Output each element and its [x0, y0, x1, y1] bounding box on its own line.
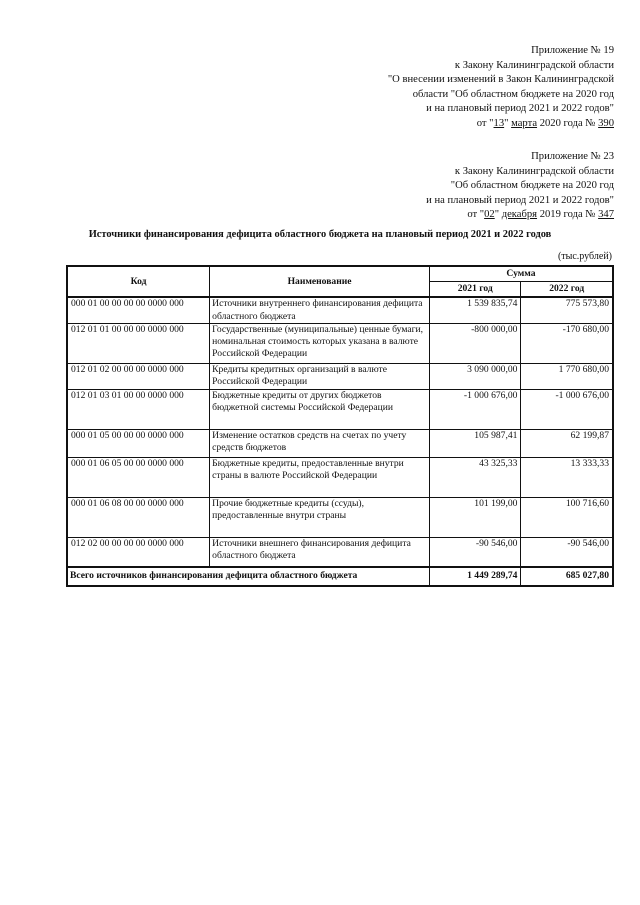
appendix-19-date-line [388, 117, 614, 132]
table-row [67, 323, 613, 363]
row-name: Государственные (муниципальные) ценные бумаги, номинальная стоимость которых указана в валюте Российской Федерации [210, 323, 430, 363]
row-value-2021: -90 546,00 [429, 537, 520, 567]
header-sum: Сумма [429, 266, 613, 282]
row-code: 012 01 01 00 00 00 0000 000 [67, 323, 210, 363]
row-code: 000 01 05 00 00 00 0000 000 [67, 429, 210, 457]
row-value-2022: -170 680,00 [521, 323, 613, 363]
appendix-23-month: декабря [501, 209, 538, 221]
row-name: Бюджетные кредиты от других бюджетов бюджетной системы Российской Федерации [210, 389, 430, 429]
row-name: Прочие бюджетные кредиты (ссуды), предоставленные внутри страны [210, 497, 430, 537]
header-2021: 2021 год [429, 282, 520, 298]
appendix-19-law-title-3: и на плановый период 2021 и 2022 годов" [426, 103, 614, 115]
appendix-23-law-number: 347 [598, 209, 614, 221]
document-title: Источники финансирования дефицита областного бюджета на плановый период 2021 и 2022 годов [88, 229, 552, 240]
date-year: 2019 года № [537, 209, 599, 221]
header-2022: 2022 год [521, 282, 613, 298]
row-value-2022: 100 716,60 [521, 497, 613, 537]
units-label: (тыс.рублей) [557, 251, 612, 262]
row-value-2022: -90 546,00 [521, 537, 613, 567]
appendix-23-law-title-2: и на плановый период 2021 и 2022 годов" [426, 194, 614, 206]
row-value-2021: 43 325,33 [429, 457, 520, 497]
appendix-19-day: 13 [493, 117, 505, 129]
table-row [67, 363, 613, 389]
appendix-23-day: 02 [484, 209, 495, 221]
row-value-2022: 775 573,80 [521, 297, 613, 323]
appendix-19-number: Приложение № 19 [531, 45, 614, 56]
row-name: Кредиты кредитных организаций в валюте Российской Федерации [210, 363, 430, 389]
date-prefix: от " [467, 209, 485, 221]
table-row [67, 429, 613, 457]
appendix-23-block [426, 150, 614, 223]
date-mid: " [504, 117, 512, 129]
row-value-2021: -1 000 676,00 [429, 389, 520, 429]
date-prefix: от " [476, 117, 494, 129]
row-code: 000 01 06 08 00 00 0000 000 [67, 497, 210, 537]
total-2021: 1 449 289,74 [429, 567, 520, 585]
row-value-2022: 1 770 680,00 [521, 363, 613, 389]
table-body [67, 297, 613, 585]
row-name: Источники внутреннего финансирования дефицита областного бюджета [210, 297, 430, 323]
row-value-2021: -800 000,00 [429, 323, 520, 363]
row-value-2022: 62 199,87 [521, 429, 613, 457]
table-header-row [67, 266, 613, 282]
table-row [67, 457, 613, 497]
table-row [67, 537, 613, 567]
date-mid: " [494, 209, 502, 221]
appendix-23-date-line [426, 208, 614, 223]
appendix-19-law-number: 390 [598, 117, 614, 129]
row-code: 000 01 00 00 00 00 0000 000 [67, 297, 210, 323]
table-row [67, 297, 613, 323]
row-value-2021: 101 199,00 [429, 497, 520, 537]
row-name: Изменение остатков средств на счетах по учету средств бюджетов [210, 429, 430, 457]
row-name: Источники внешнего финансирования дефицита областного бюджета [210, 537, 430, 567]
header-name: Наименование [210, 266, 430, 297]
total-row [67, 567, 613, 585]
total-2022: 685 027,80 [521, 567, 613, 585]
appendix-23-number: Приложение № 23 [531, 151, 614, 162]
row-value-2022: 13 333,33 [521, 457, 613, 497]
table-row [67, 497, 613, 537]
budget-deficit-sources-table [66, 265, 614, 587]
row-code: 000 01 06 05 00 00 0000 000 [67, 457, 210, 497]
appendix-19-law: к Закону Калининградской области [454, 59, 614, 71]
appendix-19-block [388, 44, 614, 132]
row-code: 012 02 00 00 00 00 0000 000 [67, 537, 210, 567]
total-label: Всего источников финансирования дефицита областного бюджета [67, 567, 429, 585]
header-code: Код [67, 266, 210, 297]
appendix-19-law-title-2: области "Об областном бюджете на 2020 год [412, 88, 614, 100]
appendix-19-law-title-1: "О внесении изменений в Закон Калининградской [387, 74, 614, 86]
row-value-2022: -1 000 676,00 [521, 389, 613, 429]
row-value-2021: 3 090 000,00 [429, 363, 520, 389]
row-code: 012 01 02 00 00 00 0000 000 [67, 363, 210, 389]
appendix-23-law-title-1: "Об областном бюджете на 2020 год [450, 180, 614, 192]
appendix-19-month: марта [511, 117, 538, 129]
row-value-2021: 105 987,41 [429, 429, 520, 457]
row-code: 012 01 03 01 00 00 0000 000 [67, 389, 210, 429]
table-row [67, 389, 613, 429]
row-value-2021: 1 539 835,74 [429, 297, 520, 323]
row-name: Бюджетные кредиты, предоставленные внутри страны в валюте Российской Федерации [210, 457, 430, 497]
date-year: 2020 года № [537, 117, 599, 129]
appendix-23-law: к Закону Калининградской области [454, 165, 614, 177]
